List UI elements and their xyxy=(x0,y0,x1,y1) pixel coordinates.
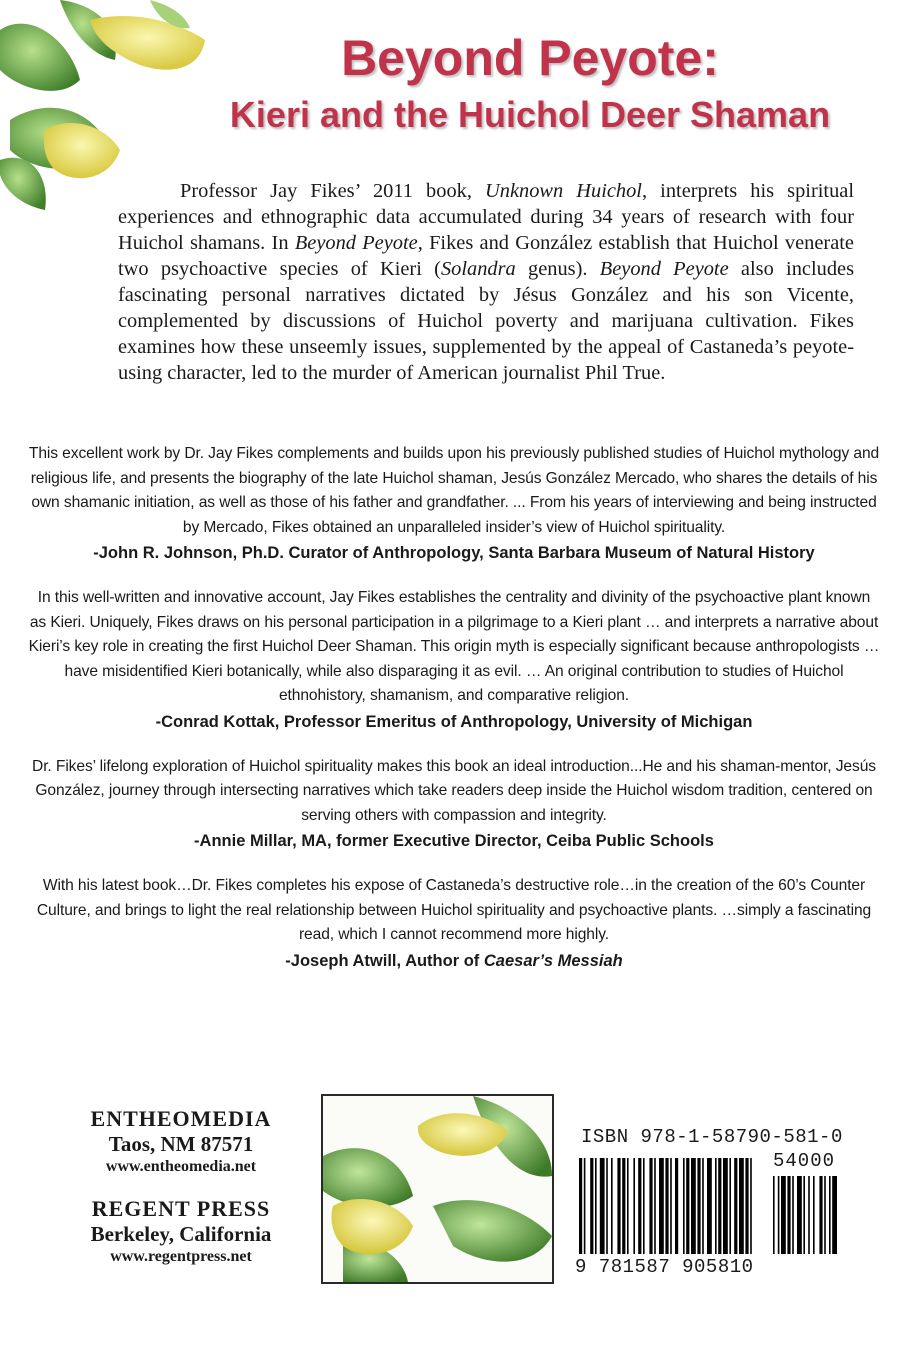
book-subtitle: Kieri and the Huichol Deer Shaman xyxy=(229,94,831,135)
review-item xyxy=(28,442,880,566)
publisher-info xyxy=(74,1106,288,1268)
isbn-text: ISBN 978-1-58790-581-0 xyxy=(581,1126,843,1148)
reviews-section xyxy=(28,442,880,994)
review-text: With his latest book…Dr. Fikes completes his expose of Castaneda’s destructive role…in the creation of the 60’s Counter Culture, and brings to light the real relationship between Huichol spirituality and psychoactive plants. …simply a fascinating read, which I cannot recommend more highly. xyxy=(36,877,872,943)
publisher-url: www.entheomedia.net xyxy=(105,1158,257,1175)
review-attribution: -Annie Millar, MA, former Executive Director, Ceiba Public Schools xyxy=(194,832,714,850)
price-code: 54000 xyxy=(773,1150,836,1172)
flower-photo xyxy=(321,1094,554,1284)
barcode-area xyxy=(573,1126,851,1280)
book-title: Beyond Peyote: xyxy=(341,30,719,86)
review-text: In this well-written and innovative account, Jay Fikes establishes the centrality and divinity of the psychoactive plant known as Kieri. Uniquely, Fikes draws on his personal participation in a pilgrimage to a Kieri plant … and interprets a narrative about Kieri’s key role in creating the first Huichol Deer Shaman. This origin myth is especially significant because anthropologists … have misidentified Kieri botanically, while also disparaging it as evil. … An original contribution to studies of Huichol ethnohistory, shamanism, and comparative religion. xyxy=(28,589,880,704)
barcode-digits: 9 781587 905810 xyxy=(575,1256,754,1278)
review-item xyxy=(28,755,880,855)
publisher-name: REGENT PRESS xyxy=(91,1196,271,1221)
title-block xyxy=(180,28,880,138)
review-text: Dr. Fikes’ lifelong exploration of Huichol spirituality makes this book an ideal introduction...He and his shaman-mentor, Jesús González, journey through intersecting narratives which take readers deep inside the Huichol wisdom tradition, centered on serving others with compassion and integrity. xyxy=(32,757,876,824)
review-attribution: -Conrad Kottak, Professor Emeritus of Anthropology, University of Michigan xyxy=(155,712,753,731)
publisher-city: Berkeley, California xyxy=(90,1222,272,1246)
review-item xyxy=(28,586,880,735)
book-summary: Professor Jay Fikes’ 2011 book, Unknown Huichol, interprets his spiritual experiences and ethnographic data accumulated during 34 years of research with four Huichol shamans. In Beyond Peyote, Fikes and González establish that Huichol venerate two psychoactive species of Kieri (Solandra genus). Beyond Peyote also includes fascinating personal narratives dictated by Jésus González and his son Vicente, complemented by discussions of Huichol poverty and marijuana cultivation. Fikes examines how these unseemly issues, supplemented by the appeal of Castaneda’s peyote-using character, led to the murder of American journalist Phil True. xyxy=(118,180,855,384)
review-item xyxy=(28,874,880,974)
flower-photo-art xyxy=(323,1096,552,1282)
review-attribution: -Joseph Atwill, Author of Caesar’s Messiah xyxy=(285,951,623,970)
publisher-url: www.regentpress.net xyxy=(110,1248,252,1265)
publisher-name: ENTHEOMEDIA xyxy=(90,1106,272,1131)
barcode xyxy=(573,1146,851,1258)
review-attribution: -John R. Johnson, Ph.D. Curator of Anthropology, Santa Barbara Museum of Natural History xyxy=(93,544,815,562)
publisher-city: Taos, NM 87571 xyxy=(108,1132,254,1156)
review-text: This excellent work by Dr. Jay Fikes complements and builds upon his previously published studies of Huichol mythology and religious life, and presents the biography of the late Huichol shaman, Jesús González Mercado, who shares the details of his own shamanic initiation, as well as those of his father and grandfather. ... From his years of interviewing and being instructed by Mercado, Fikes obtained an unparalleled insider’s view of Huichol spirituality. xyxy=(28,445,880,536)
